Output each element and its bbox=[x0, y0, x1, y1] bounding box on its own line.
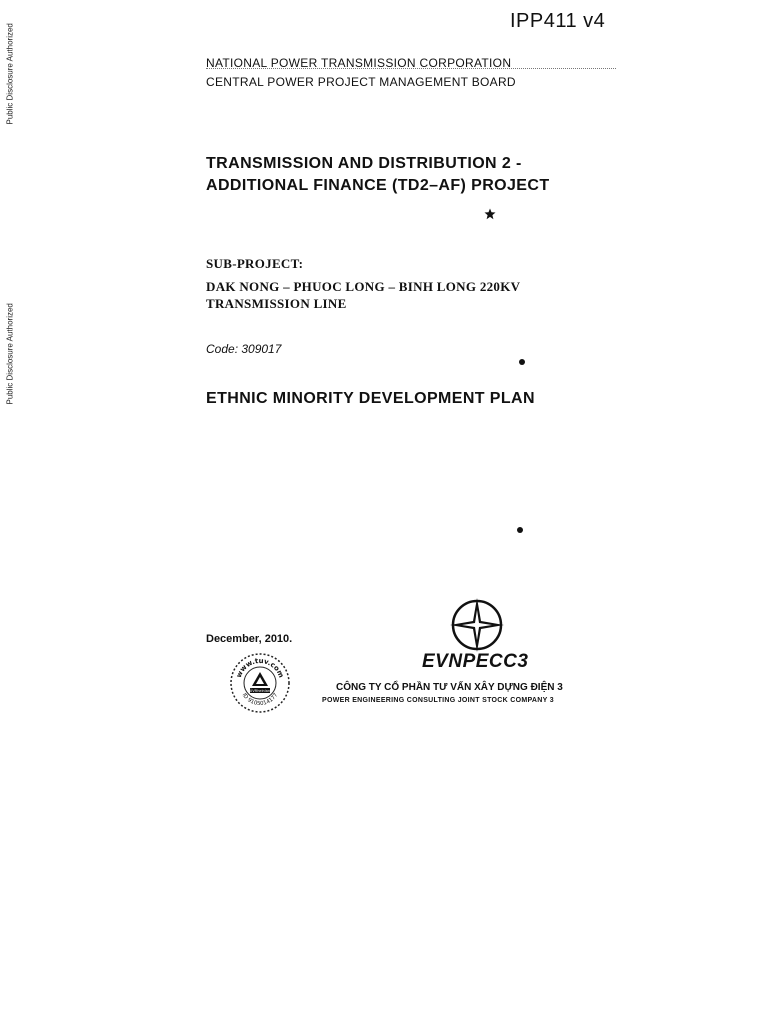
document-date: December, 2010. bbox=[206, 633, 293, 645]
subproject-line-1: DAK NONG – PHUOC LONG – BINH LONG 220KV bbox=[206, 279, 521, 294]
bullet-dot bbox=[517, 527, 523, 533]
project-title bbox=[206, 153, 550, 197]
bullet-dot bbox=[519, 359, 525, 365]
company-name-vn: CÔNG TY CỔ PHẦN TƯ VẤN XÂY DỰNG ĐIỆN 3 bbox=[336, 682, 563, 693]
project-title-line-2: ADDITIONAL FINANCE (TD2–AF) PROJECT bbox=[206, 177, 550, 194]
document-id: IPP411 v4 bbox=[510, 10, 606, 32]
compass-star-logo-icon bbox=[448, 596, 506, 654]
side-label-disclosure-1: Public Disclosure Authorized bbox=[5, 23, 15, 125]
plan-title: ETHNIC MINORITY DEVELOPMENT PLAN bbox=[206, 390, 535, 407]
subproject-line-2: TRANSMISSION LINE bbox=[206, 296, 347, 311]
project-code: Code: 309017 bbox=[206, 342, 282, 356]
star-icon bbox=[484, 208, 496, 220]
company-brand: EVNPECC3 bbox=[422, 651, 529, 672]
org-line-1: NATIONAL POWER TRANSMISSION CORPORATION bbox=[206, 56, 512, 70]
project-title-line-1: TRANSMISSION AND DISTRIBUTION 2 - bbox=[206, 155, 522, 172]
company-name-en: POWER ENGINEERING CONSULTING JOINT STOCK COMPANY 3 bbox=[322, 697, 554, 704]
seal-top-text: www.tuv.com bbox=[234, 656, 286, 679]
subproject-label: SUB-PROJECT: bbox=[206, 256, 304, 271]
org-line-2: CENTRAL POWER PROJECT MANAGEMENT BOARD bbox=[206, 75, 516, 89]
certification-seal-icon bbox=[228, 651, 292, 715]
side-label-disclosure-2: Public Disclosure Authorized bbox=[5, 303, 15, 405]
dotted-rule bbox=[206, 68, 616, 69]
seal-inner-text: TÜVRheinland bbox=[247, 689, 273, 693]
seal-bottom-text: ID 9105014177 bbox=[240, 692, 280, 708]
svg-text:ID 9105014177 bbox=[241, 692, 280, 707]
